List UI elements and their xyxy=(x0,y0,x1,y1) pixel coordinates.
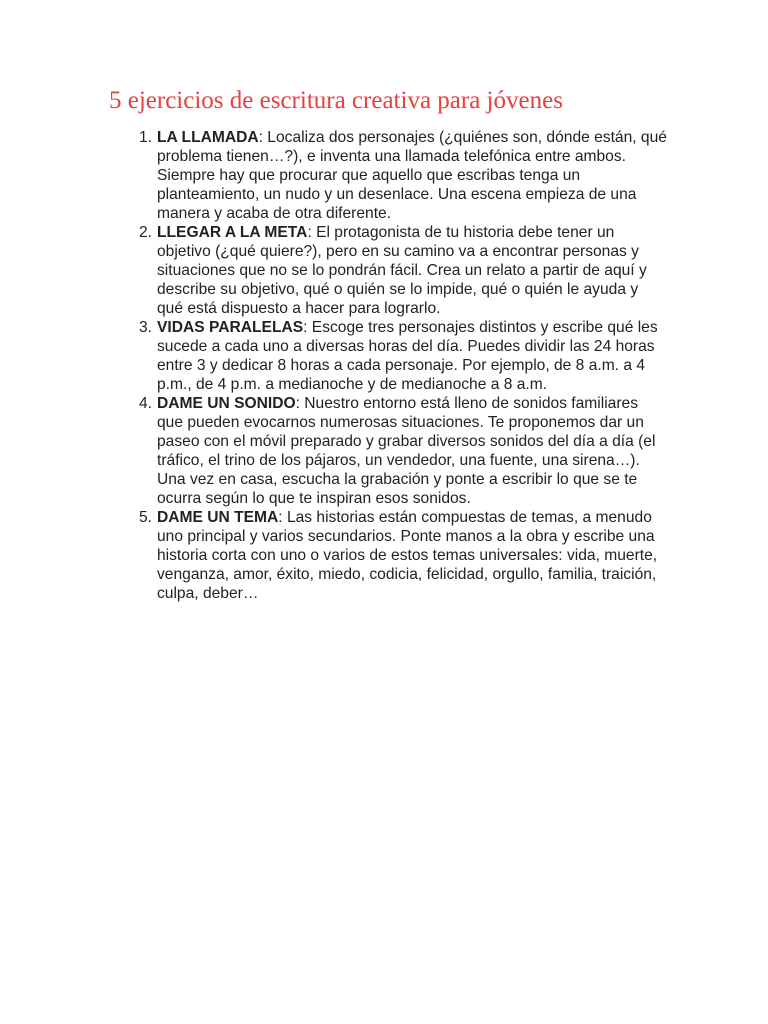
list-item-number: 3. xyxy=(138,319,152,336)
list-item-label: DAME UN TEMA xyxy=(157,509,279,526)
list-item xyxy=(138,394,667,508)
list-item-label: DAME UN SONIDO xyxy=(157,395,296,412)
list-item-text: : Nuestro entorno está lleno de sonidos familiares que pueden evocarnos numerosas situaciones. Te proponemos dar un paseo con el móvil preparado y grabar diversos sonidos del día a día (el tráfico, el trino de los pájaros, un vendedor, una fuente, una sirena…). Una vez en casa, escucha la grabación y ponte a escribir lo que se te ocurra según lo que te inspiran esos sonidos. xyxy=(157,395,656,507)
list-item-number: 1. xyxy=(138,129,152,146)
list-item-text: : Las historias están compuestas de temas, a menudo uno principal y varios secundarios. Ponte manos a la obra y escribe una historia corta con uno o varios de estos temas universales: vida, muerte, venganza, amor, éxito, miedo, codicia, felicidad, orgullo, familia, traición, culpa, deber… xyxy=(157,509,658,602)
list-item-label: LA LLAMADA xyxy=(157,129,259,146)
list-item-text: : Escoge tres personajes distintos y escribe qué les sucede a cada uno a diversas horas del día. Puedes dividir las 24 horas entre 3 y dedicar 8 horas a cada personaje. Por ejemplo, de 8 a.m. a 4 p.m., de 4 p.m. a medianoche y de medianoche a 8 a.m. xyxy=(157,319,658,393)
list-item xyxy=(138,128,667,223)
exercise-list xyxy=(138,128,667,603)
list-item-text: : El protagonista de tu historia debe tener un objetivo (¿qué quiere?), pero en su camino va a encontrar personas y situaciones que no se lo pondrán fácil. Crea un relato a partir de aquí y describe su objetivo, qué o quién se lo impide, qué o quién le ayuda y qué está dispuesto a hacer para lograrlo. xyxy=(157,224,647,317)
list-item xyxy=(138,318,667,394)
list-item-number: 4. xyxy=(138,395,152,412)
list-item-text: : Localiza dos personajes (¿quiénes son, dónde están, qué problema tienen…?), e inventa una llamada telefónica entre ambos. Siempre hay que procurar que aquello que escribas tenga un planteamiento, un nudo y un desenlace. Una escena empieza de una manera y acaba de otra diferente. xyxy=(157,129,667,222)
list-item xyxy=(138,223,667,318)
list-item-number: 2. xyxy=(138,224,152,241)
list-item-number: 5. xyxy=(138,509,152,526)
list-item xyxy=(138,508,667,603)
list-item-label: LLEGAR A LA META xyxy=(157,224,308,241)
list-item-label: VIDAS PARALELAS xyxy=(157,319,304,336)
page-title: 5 ejercicios de escritura creativa para jóvenes xyxy=(109,87,563,114)
